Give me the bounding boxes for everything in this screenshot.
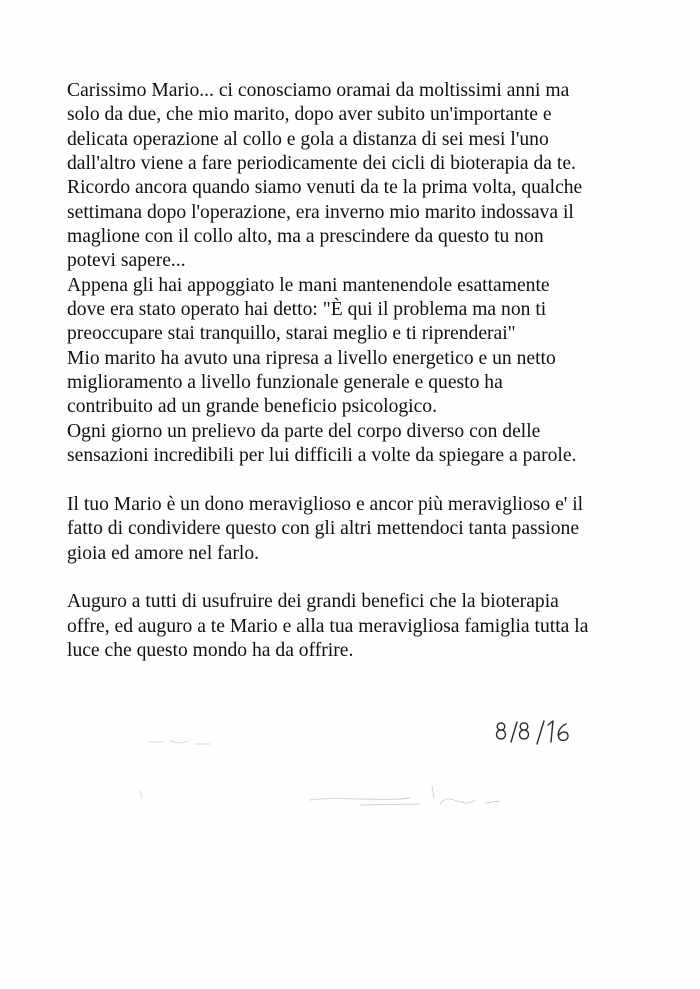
- letter-line: fatto di condividere questo con gli altri mettendoci tanta passione: [67, 518, 580, 540]
- letter-line: Ricordo ancora quando siamo venuti da te la prima volta, qualche: [67, 177, 583, 199]
- letter-line: sensazioni incredibili per lui difficili a volte da spiegare a parole.: [67, 445, 577, 467]
- letter-line: dove era stato operato hai detto: "È qui il problema ma non ti: [67, 299, 547, 321]
- letter-line: dall'altro viene a fare periodicamente dei cicli di bioterapia da te.: [67, 153, 576, 175]
- letter-line: delicata operazione al collo e gola a distanza di sei mesi l'uno: [67, 128, 549, 150]
- letter-line: Il tuo Mario è un dono meraviglioso e ancor più meraviglioso e' il: [67, 493, 584, 515]
- handwritten-date: [493, 718, 593, 754]
- letter-line: maglione con il collo alto, ma a prescindere da questo tu non: [67, 226, 544, 248]
- letter-line: solo da due, che mio marito, dopo aver subito un'importante e: [67, 104, 552, 126]
- letter-line: Auguro a tutti di usufruire dei grandi benefici che la bioterapia: [67, 591, 559, 613]
- faint-signature-mark: [60, 700, 290, 800]
- letter-line: luce che questo mondo ha da offrire.: [67, 639, 354, 661]
- letter-line: contribuito ad un grande beneficio psicologico.: [67, 396, 437, 418]
- letter-line: Ogni giorno un prelievo da parte del corpo diverso con delle: [67, 420, 541, 442]
- letter-line: settimana dopo l'operazione, era inverno mio marito indossava il: [67, 201, 574, 223]
- letter-line: preoccupare stai tranquillo, starai meglio e ti riprenderai": [67, 323, 516, 345]
- letter-line: offre, ed auguro a te Mario e alla tua meravigliosa famiglia tutta la: [67, 615, 589, 637]
- letter-line: Carissimo Mario... ci conosciamo oramai da moltissimi anni ma: [67, 80, 570, 101]
- letter-line: Appena gli hai appoggiato le mani mantenendole esattamente: [67, 274, 550, 296]
- letter-line: miglioramento a livello funzionale generale e questo ha: [67, 372, 503, 394]
- paragraph-gap: [67, 566, 677, 590]
- faint-signature: [300, 760, 530, 850]
- letter-line: Mio marito ha avuto una ripresa a livello energetico e un netto: [67, 347, 556, 369]
- letter-line: potevi sapere...: [67, 250, 186, 272]
- letter-body: [67, 79, 677, 663]
- letter-line: gioia ed amore nel farlo.: [67, 542, 260, 564]
- paragraph-gap: [67, 469, 677, 493]
